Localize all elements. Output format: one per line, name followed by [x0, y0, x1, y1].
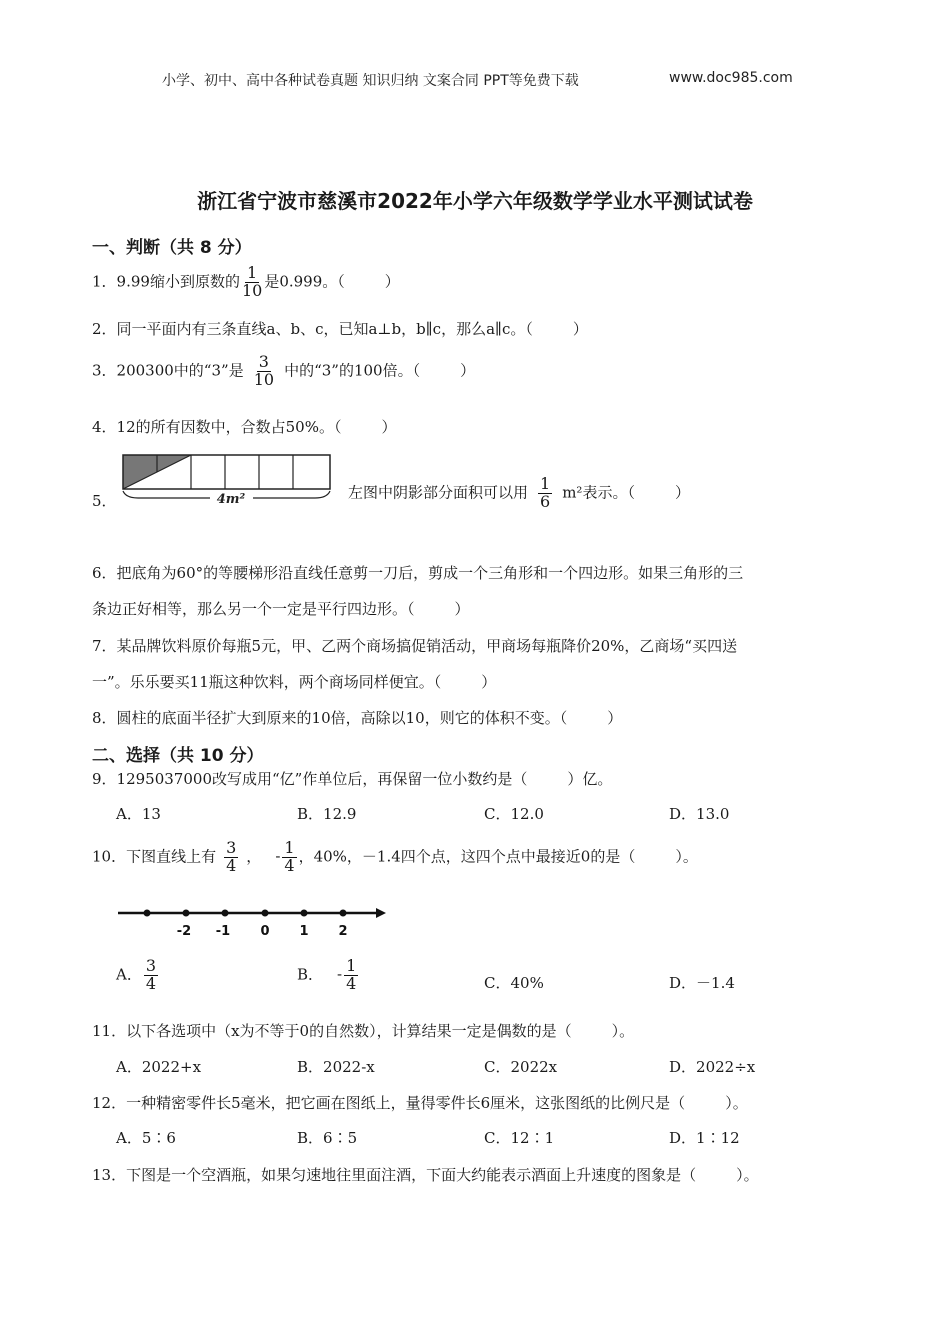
- page-title: 浙江省宁波市慈溪市2022年小学六年级数学学业水平测试试卷: [197, 189, 753, 213]
- question-1: [92, 265, 400, 300]
- question-text: 把底角为60°的等腰梯形沿直线任意剪一刀后，剪成一个三角形和一个四边形。如果三角形的三: [116, 564, 744, 582]
- tick-label: -1: [215, 924, 231, 939]
- tick-label: 1: [299, 924, 309, 939]
- question-number: 11．: [92, 1022, 127, 1040]
- option-a[interactable]: A．5∶6: [116, 1129, 176, 1147]
- fraction: [224, 840, 238, 875]
- separator: ，: [246, 847, 262, 866]
- question-text: 9.99缩小到原数的: [116, 272, 240, 291]
- option-d[interactable]: D．2022÷x: [669, 1058, 756, 1076]
- tick-label: -2: [176, 924, 192, 939]
- option-a[interactable]: A．2022+x: [116, 1058, 202, 1076]
- question-text: 某品牌饮料原价每瓶5元，甲、乙两个商场搞促销活动，甲商场每瓶降价20%，乙商场“买四送: [116, 637, 738, 655]
- number-line-point: [144, 910, 151, 917]
- option-b[interactable]: [297, 958, 360, 993]
- option-a[interactable]: A．13: [116, 805, 161, 823]
- question-5-number: 5．: [92, 492, 117, 510]
- question-12: [92, 1092, 748, 1113]
- question-text: 下图是一个空酒瓶，如果匀速地往里面注酒，下面大约能表示酒面上升速度的图象是（: [126, 1166, 697, 1184]
- bracket-close: ）: [572, 320, 588, 338]
- question-number: 2．: [92, 320, 117, 338]
- question-number: 9．: [92, 770, 117, 788]
- section-title-choice: 二、选择（共 10 分）: [92, 746, 264, 766]
- number-line-point: [340, 910, 347, 917]
- question-4: [92, 416, 397, 437]
- fraction-numerator: 1: [247, 263, 258, 282]
- header-website[interactable]: www.doc985.com: [669, 70, 793, 86]
- option-a[interactable]: [116, 958, 160, 993]
- question-number: 6．: [92, 564, 117, 582]
- option-c[interactable]: C．2022x: [484, 1058, 558, 1076]
- question-7-line2: [92, 671, 496, 692]
- question-number: 12．: [92, 1094, 127, 1112]
- question-text: 条边正好相等，那么另一个一定是平行四边形。（: [92, 600, 415, 618]
- number-line-point: [301, 910, 308, 917]
- question-text: 一种精密零件长5毫米，把它画在图纸上，量得零件长6厘米，这张图纸的比例尺是（: [126, 1094, 686, 1112]
- question-5: [348, 476, 690, 511]
- fraction-numerator: 1: [284, 838, 295, 857]
- number-line: [114, 902, 390, 942]
- question-text: 一”。乐乐要买11瓶这种饮料，两个商场同样便宜。（: [92, 673, 442, 691]
- question-text: ，40%，－1.4四个点，这四个点中最接近0的是（: [298, 847, 636, 866]
- question-text: 圆柱的底面半径扩大到原来的10倍，高除以10，则它的体积不变。（: [116, 709, 568, 727]
- question-13: [92, 1164, 759, 1185]
- option-b[interactable]: B．6∶5: [297, 1129, 358, 1147]
- question-text: 以下各选项中（x为不等于0的自然数），计算结果一定是偶数的是（: [126, 1022, 572, 1040]
- question-3: [92, 354, 475, 389]
- bracket-close: ）: [674, 483, 690, 502]
- number-line-point: [222, 910, 229, 917]
- question-6-line1: [92, 562, 743, 583]
- fraction: [282, 840, 296, 875]
- fraction-denominator: 4: [145, 973, 157, 993]
- question-2: [92, 318, 588, 339]
- question-8: [92, 707, 622, 728]
- option-letter: B．: [297, 965, 324, 984]
- bracket-close: ）。: [725, 1094, 748, 1112]
- option-d[interactable]: D．－1.4: [669, 974, 735, 992]
- header-left-text: 小学、初中、高中各种试卷真题 知识归纳 文案合同 PPT等免费下载: [162, 73, 579, 89]
- number-line-point: [262, 910, 269, 917]
- bracket-close: ）: [454, 600, 470, 618]
- question-number: 4．: [92, 418, 117, 436]
- question-text: 是0.999。（: [264, 272, 345, 291]
- section-title-judge: 一、判断（共 8 分）: [92, 238, 252, 258]
- bracket-close: ）。: [675, 847, 698, 866]
- question-text: 中的“3”的100倍。（: [284, 361, 421, 380]
- question-9: [92, 768, 612, 789]
- fraction-numerator: 1: [540, 474, 551, 493]
- question-number: 8．: [92, 709, 117, 727]
- negative-sign: -: [275, 847, 281, 866]
- bracket-close: ）: [381, 418, 397, 436]
- fraction-numerator: 1: [346, 956, 357, 975]
- fraction-denominator: 6: [540, 491, 551, 511]
- fraction-denominator: 4: [346, 973, 357, 993]
- bracket-close: ）: [607, 709, 623, 727]
- option-b[interactable]: B．2022-x: [297, 1058, 375, 1076]
- bracket-close: ）。: [736, 1166, 759, 1184]
- question-number: 3．: [92, 361, 117, 380]
- bracket-close: ）: [481, 673, 497, 691]
- option-b[interactable]: B．12.9: [297, 805, 357, 823]
- bracket-close: ）亿。: [567, 770, 613, 788]
- fraction: [538, 476, 552, 511]
- option-c[interactable]: C．40%: [484, 974, 544, 992]
- figure-length-label: 4m²: [216, 492, 246, 507]
- question-number: 7．: [92, 637, 117, 655]
- question-text: 下图直线上有: [126, 847, 217, 866]
- question-11: [92, 1020, 634, 1041]
- question-6-line2: [92, 598, 470, 619]
- question-text: m²表示。（: [562, 483, 635, 502]
- fraction-numerator: 3: [145, 956, 157, 975]
- negative-sign: -: [337, 965, 343, 984]
- fraction: [242, 265, 262, 300]
- option-c[interactable]: C．12∶1: [484, 1129, 555, 1147]
- rectangle-figure: [118, 450, 338, 508]
- tick-label: 2: [338, 924, 348, 939]
- number-line-point: [183, 910, 190, 917]
- fraction-denominator: 4: [226, 855, 237, 875]
- option-letter: A．: [116, 965, 142, 984]
- arrow-icon: [376, 908, 386, 918]
- question-text: 同一平面内有三条直线a、b、c，已知a⊥b，b∥c，那么a∥c。（: [116, 320, 533, 338]
- fraction-numerator: 3: [258, 352, 269, 371]
- bracket-close: ）: [460, 361, 476, 380]
- question-10: [92, 840, 698, 875]
- question-number: 10．: [92, 847, 127, 866]
- fraction-denominator: 10: [241, 280, 263, 300]
- bracket-close: ）。: [611, 1022, 635, 1040]
- fraction-denominator: 10: [253, 369, 275, 389]
- option-d[interactable]: D．1∶12: [669, 1129, 740, 1147]
- question-text: 12的所有因数中，合数占50%。（: [116, 418, 342, 436]
- bracket-close: ）: [384, 272, 400, 291]
- question-text: 200300中的“3”是: [116, 361, 244, 380]
- option-c[interactable]: C．12.0: [484, 805, 544, 823]
- question-text: 左图中阴影部分面积可以用: [348, 483, 529, 502]
- question-7-line1: [92, 635, 737, 656]
- option-d[interactable]: D．13.0: [669, 805, 730, 823]
- fraction: [344, 958, 358, 993]
- question-number: 1．: [92, 272, 117, 291]
- fraction-denominator: 4: [284, 855, 295, 875]
- fraction: [254, 354, 274, 389]
- fraction: [144, 958, 158, 993]
- fraction-numerator: 3: [226, 838, 237, 857]
- question-text: 1295037000改写成用“亿”作单位后，再保留一位小数约是（: [116, 770, 528, 788]
- question-number: 13．: [92, 1166, 127, 1184]
- tick-label: 0: [260, 924, 270, 939]
